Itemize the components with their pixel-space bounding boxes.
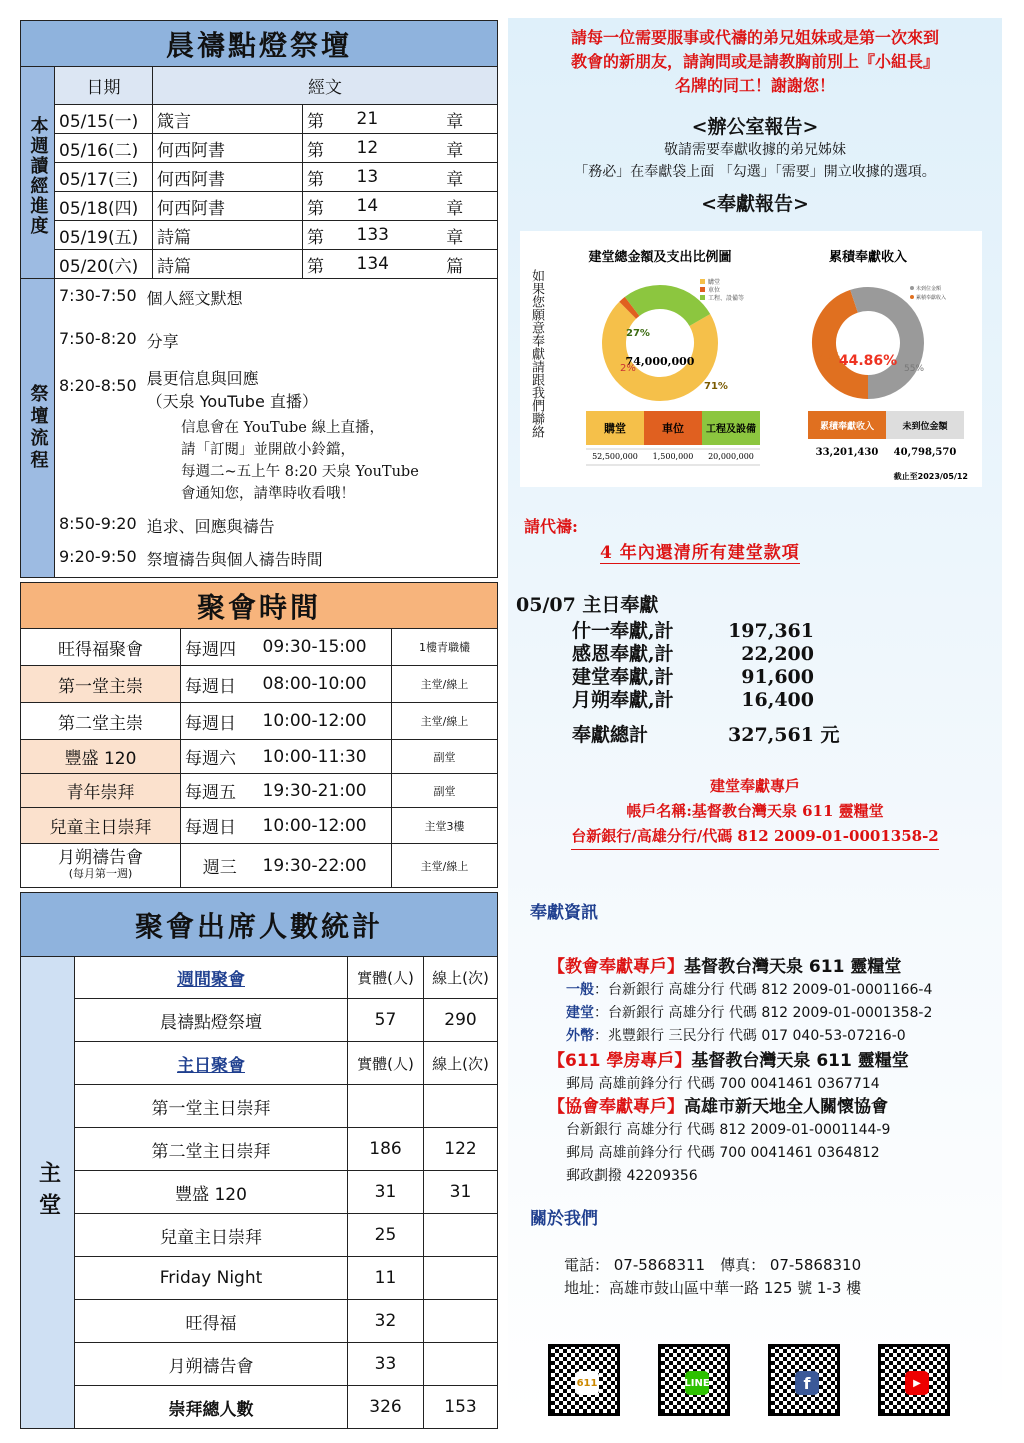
chart2-value: 33,201,430 xyxy=(815,447,879,458)
account-heading xyxy=(548,956,932,979)
chart1-pct-3: 27% xyxy=(626,328,650,339)
attendance-physical: 31 xyxy=(348,1171,424,1214)
reading-unit: 章 xyxy=(413,221,498,250)
meeting-day: 每週日 xyxy=(181,703,259,740)
flow-time: 9:20-9:50 xyxy=(59,547,137,566)
total-online: 153 xyxy=(424,1386,498,1429)
flow-item xyxy=(55,542,497,575)
legend-item: 車位 xyxy=(708,287,721,294)
flow-text: 追求、回應與禱告 xyxy=(146,517,275,536)
offering-amount: 22,200 xyxy=(741,643,814,665)
attendance-row xyxy=(21,999,498,1042)
qr-badge: ▶ xyxy=(905,1371,929,1395)
qr-youtube-icon[interactable] xyxy=(878,1344,950,1416)
reading-pre: 第 xyxy=(303,221,353,250)
welcome-line: 名牌的同工！謝謝您！ xyxy=(674,76,835,95)
meeting-row xyxy=(21,844,498,888)
reading-pre: 第 xyxy=(303,250,353,279)
meeting-time: 09:30-15:00 xyxy=(259,629,392,666)
offering-row xyxy=(572,643,840,666)
chart1-pct-2: 2% xyxy=(620,363,636,374)
weekday-header: 週間聚會 xyxy=(75,957,348,999)
meeting-time: 10:00-12:00 xyxy=(259,703,392,740)
reading-unit: 章 xyxy=(413,163,498,192)
building-account-bank: 台新銀行/高雄分行/代碼 812 2009-01-0001358-2 xyxy=(571,824,939,850)
reading-book: 詩篇 xyxy=(153,221,303,250)
flow-time: 7:50-8:20 xyxy=(59,329,137,348)
flow-time: 8:20-8:50 xyxy=(59,376,137,395)
attendance-online: 31 xyxy=(424,1171,498,1214)
account-name: 基督教台灣天泉 611 靈糧堂 xyxy=(684,957,902,977)
attendance-row xyxy=(21,1257,498,1300)
attendance-row xyxy=(21,1171,498,1214)
attendance-online xyxy=(424,1257,498,1300)
reading-pre: 第 xyxy=(303,134,353,163)
attendance-physical: 32 xyxy=(348,1300,424,1343)
reading-num: 133 xyxy=(353,221,413,250)
pray-label: 請代禱: xyxy=(524,517,578,536)
meeting-place: 主堂/線上 xyxy=(392,844,498,888)
meeting-time: 08:00-10:00 xyxy=(259,666,392,703)
meeting-day: 每週日 xyxy=(181,808,259,844)
attendance-online xyxy=(424,1214,498,1257)
meeting-name: 豐盛 120 xyxy=(21,740,181,774)
meeting-name: 第一堂主崇 xyxy=(21,666,181,703)
qr-codes xyxy=(548,1344,950,1416)
meeting-place: 主堂3樓 xyxy=(392,808,498,844)
attendance-online xyxy=(424,1300,498,1343)
offering-total-label: 奉獻總計 xyxy=(572,724,649,746)
chart1-label: 工程及設備 xyxy=(706,424,756,435)
flow-side-label: 祭壇流程 xyxy=(21,279,55,578)
sunday-header: 主日聚會 xyxy=(75,1042,348,1085)
chart1-pct-1: 71% xyxy=(704,381,728,392)
offering-total xyxy=(572,724,840,747)
attendance-table xyxy=(20,892,498,1429)
meetings-table xyxy=(20,582,498,888)
reading-row xyxy=(21,105,498,134)
attendance-physical: 11 xyxy=(348,1257,424,1300)
offering-name: 感恩奉獻,計 xyxy=(572,643,674,665)
offering-name: 建堂奉獻,計 xyxy=(572,666,674,688)
total-label: 崇拜總人數 xyxy=(75,1386,348,1429)
flow-text: 分享 xyxy=(146,332,179,351)
reading-row xyxy=(21,163,498,192)
account-line: 郵局 高雄前鋒分行 代碼 700 0041461 0364812 xyxy=(566,1145,880,1161)
flow-time: 7:30-7:50 xyxy=(59,286,137,305)
reading-num: 12 xyxy=(353,134,413,163)
reading-unit: 章 xyxy=(413,105,498,134)
legend-item: 累積奉獻收入 xyxy=(916,295,947,301)
reading-date: 05/20(六) xyxy=(55,250,153,279)
office-report xyxy=(508,139,1002,183)
meeting-name-cell xyxy=(21,844,181,888)
reading-num: 14 xyxy=(353,192,413,221)
meeting-row xyxy=(21,703,498,740)
building-account-title: 建堂奉獻專戶 xyxy=(709,777,800,795)
note-line: 信息會在 YouTube 線上直播， xyxy=(181,420,384,436)
account-line-label: 一般 xyxy=(566,982,594,998)
chart1-value: 1,500,000 xyxy=(652,452,694,461)
offering-amount: 16,400 xyxy=(741,689,814,711)
reading-date: 05/15(一) xyxy=(55,105,153,134)
offering-report-title: <奉獻報告> xyxy=(701,193,809,215)
meeting-row xyxy=(21,808,498,844)
account-heading xyxy=(548,1096,932,1119)
reading-pre: 第 xyxy=(303,163,353,192)
legend-item: 工程、設備等 xyxy=(708,295,745,302)
offering-row xyxy=(572,689,840,712)
meeting-place: 副堂 xyxy=(392,774,498,808)
attendance-online: 290 xyxy=(424,999,498,1042)
welcome-notice xyxy=(508,18,1002,98)
account-line xyxy=(548,1025,932,1048)
attendance-online xyxy=(424,1343,498,1386)
attendance-name: Friday Night xyxy=(75,1257,348,1300)
chart1-value: 52,500,000 xyxy=(592,452,638,461)
meeting-day: 每週六 xyxy=(181,740,259,774)
meeting-day: 週三 xyxy=(181,844,259,888)
note-line: 請「訂閱」並開啟小鈴鐺， xyxy=(181,442,355,458)
dawn-altar-table xyxy=(20,20,498,578)
reading-book: 詩篇 xyxy=(153,250,303,279)
account-line: 郵政劃撥 42209356 xyxy=(566,1168,698,1184)
office-line: 「務必」在奉獻袋上面 「勾選」「需要」開立收據的選項。 xyxy=(574,164,936,180)
phone-fax: 電話： 07-5868311 傳真： 07-5868310 xyxy=(564,1256,862,1274)
attendance-row xyxy=(21,1300,498,1343)
left-column xyxy=(20,20,498,1429)
meeting-row xyxy=(21,666,498,703)
attendance-row xyxy=(21,1128,498,1171)
attendance-row xyxy=(21,1343,498,1386)
attendance-name: 第一堂主日崇拜 xyxy=(75,1085,348,1128)
offering-info xyxy=(548,956,932,1188)
attendance-title: 聚會出席人數統計 xyxy=(21,893,498,957)
attendance-online: 122 xyxy=(424,1128,498,1171)
contact-info xyxy=(564,1254,861,1300)
account-name: 基督教台灣天泉 611 靈糧堂 xyxy=(691,1051,909,1071)
meeting-time: 10:00-12:00 xyxy=(259,808,392,844)
reading-num: 21 xyxy=(353,105,413,134)
offering-amount: 91,600 xyxy=(741,666,814,688)
attendance-name: 豐盛 120 xyxy=(75,1171,348,1214)
donut2-slice xyxy=(824,301,868,387)
meeting-row xyxy=(21,774,498,808)
flow-item xyxy=(55,324,497,357)
offering-amount: 197,361 xyxy=(728,620,814,642)
chart1-legend xyxy=(700,278,744,302)
meeting-row xyxy=(21,740,498,774)
reading-book: 何西阿書 xyxy=(153,192,303,221)
qr-website-icon[interactable] xyxy=(548,1344,620,1416)
account-tag: 【協會奉獻專戶】 xyxy=(548,1097,684,1117)
total-physical: 326 xyxy=(348,1386,424,1429)
reading-date: 05/16(二) xyxy=(55,134,153,163)
attendance-physical: 25 xyxy=(348,1214,424,1257)
legend-item: 購堂 xyxy=(708,279,721,286)
attendance-online xyxy=(424,1085,498,1128)
meeting-place: 1樓青職欉 xyxy=(392,629,498,666)
contact-vertical: 如果您願意奉獻請跟我們聯絡 xyxy=(529,269,544,438)
meeting-name: 兒童主日崇拜 xyxy=(21,808,181,844)
attendance-name: 晨禱點燈祭壇 xyxy=(75,999,348,1042)
flow-item xyxy=(55,361,497,417)
donut1-slice xyxy=(628,306,632,310)
chart2-pct-1: 45% xyxy=(820,352,841,362)
account-heading xyxy=(548,1050,932,1073)
meeting-sub: (每月第一週) xyxy=(68,866,133,880)
right-column xyxy=(508,18,1002,1422)
attendance-name: 旺得福 xyxy=(75,1300,348,1343)
account-line-label: 外幣 xyxy=(566,1028,594,1044)
charts-panel xyxy=(520,231,982,487)
reading-book: 箴言 xyxy=(153,105,303,134)
legend-item: 未到位金額 xyxy=(916,286,942,292)
chart1-title: 建堂總金額及支出比例圖 xyxy=(588,250,732,265)
attendance-name: 月朔禱告會 xyxy=(75,1343,348,1386)
qr-badge: f xyxy=(795,1371,819,1395)
qr-facebook-icon[interactable] xyxy=(768,1344,840,1416)
attendance-physical: 186 xyxy=(348,1128,424,1171)
chart2-donut xyxy=(824,299,912,387)
account-line xyxy=(548,1002,932,1025)
attendance-physical xyxy=(348,1085,424,1128)
meeting-name: 第二堂主崇 xyxy=(21,703,181,740)
attendance-name: 兒童主日崇拜 xyxy=(75,1214,348,1257)
meeting-row xyxy=(21,629,498,666)
account-name: 高雄市新天地全人關懷協會 xyxy=(684,1097,888,1117)
office-title: <辦公室報告> xyxy=(691,116,819,138)
donut1-slice xyxy=(632,297,700,320)
reading-num: 13 xyxy=(353,163,413,192)
welcome-line: 請每一位需要服事或代禱的弟兄姐妹或是第一次來到 xyxy=(570,28,939,47)
office-line: 敬請需要奉獻收據的弟兄姊妹 xyxy=(664,142,846,158)
account-line-label: 建堂 xyxy=(566,1005,594,1021)
welcome-line: 教會的新朋友，請詢問或是請教胸前別上『小組長』 xyxy=(570,52,939,71)
flow-text: 祭壇禱告與個人禱告時間 xyxy=(146,550,323,569)
chart1-label: 車位 xyxy=(662,422,684,435)
meeting-time: 19:30-22:00 xyxy=(259,844,392,888)
reading-unit: 章 xyxy=(413,134,498,163)
meeting-place: 主堂/線上 xyxy=(392,703,498,740)
reading-pre: 第 xyxy=(303,192,353,221)
chart2-legend xyxy=(910,285,946,301)
meeting-place: 主堂/線上 xyxy=(392,666,498,703)
flow-item xyxy=(55,281,497,314)
col-scripture: 經文 xyxy=(153,67,498,105)
account-tag: 【教會奉獻專戶】 xyxy=(548,957,684,977)
attendance-row xyxy=(21,1085,498,1128)
reading-row xyxy=(21,134,498,163)
qr-badge: 611 xyxy=(575,1371,599,1395)
chart2-center: 44.86% xyxy=(838,353,898,369)
col-physical: 實體(人) xyxy=(348,957,424,999)
reading-row xyxy=(21,192,498,221)
offering-row xyxy=(572,620,840,643)
meeting-time: 10:00-11:30 xyxy=(259,740,392,774)
meetings-title: 聚會時間 xyxy=(21,583,498,629)
building-account xyxy=(508,774,1002,850)
account-line xyxy=(548,979,932,1002)
chart2-label: 未到位金額 xyxy=(902,422,948,432)
offering-list xyxy=(572,620,840,747)
flow-text: 個人經文默想 xyxy=(146,289,243,308)
col-date: 日期 xyxy=(55,67,153,105)
pray-item: 4 年內還清所有建堂款項 xyxy=(600,538,800,564)
meeting-day: 每週四 xyxy=(181,629,259,666)
sunday-offering-title: 05/07 主日奉獻 xyxy=(516,594,659,616)
meeting-day: 每週五 xyxy=(181,774,259,808)
reading-book: 何西阿書 xyxy=(153,163,303,192)
meeting-name: 旺得福聚會 xyxy=(21,629,181,666)
meeting-time: 19:30-21:00 xyxy=(259,774,392,808)
attendance-physical: 33 xyxy=(348,1343,424,1386)
meeting-place: 副堂 xyxy=(392,740,498,774)
chart1-label: 購堂 xyxy=(604,422,626,435)
chart2-title: 累積奉獻收入 xyxy=(828,250,908,265)
col-online: 線上(次) xyxy=(424,1042,498,1085)
note-line: 會通知您，請準時收看哦！ xyxy=(181,486,355,502)
info-title: 奉獻資訊 xyxy=(530,903,598,923)
flow-text-sub: （天泉 YouTube 直播） xyxy=(146,392,318,411)
meeting-name: 青年崇拜 xyxy=(21,774,181,808)
offering-name: 月朔奉獻,計 xyxy=(572,689,674,711)
account-tag: 【611 學房專戶】 xyxy=(548,1051,692,1071)
qr-line-icon[interactable] xyxy=(658,1344,730,1416)
about-title: 關於我們 xyxy=(530,1209,598,1229)
col-online: 線上(次) xyxy=(424,957,498,999)
note-line: 每週二~五上午 8:20 天泉 YouTube xyxy=(181,464,419,480)
attendance-row xyxy=(21,1214,498,1257)
reading-row xyxy=(21,221,498,250)
account-line: 台新銀行 高雄分行 代碼 812 2009-01-0001144-9 xyxy=(566,1122,891,1138)
offering-row xyxy=(572,666,840,689)
chart2-value: 40,798,570 xyxy=(893,447,957,458)
reading-side-label: 本週讀經進度 xyxy=(21,67,55,279)
reading-book: 何西阿書 xyxy=(153,134,303,163)
reading-date: 05/19(五) xyxy=(55,221,153,250)
as-of-date: 截止至2023/05/12 xyxy=(893,472,968,481)
reading-unit: 章 xyxy=(413,192,498,221)
account-line-text: ：台新銀行 高雄分行 代碼 812 2009-01-0001358-2 xyxy=(594,1005,933,1021)
reading-num: 134 xyxy=(353,250,413,279)
flow-text: 晨更信息與回應 xyxy=(146,369,259,388)
chart1-value: 20,000,000 xyxy=(708,452,754,461)
meeting-name: 月朔禱告會 xyxy=(58,847,143,868)
address: 地址：高雄市鼓山區中華一路 125 號 1-3 樓 xyxy=(564,1279,862,1297)
dawn-altar-title: 晨禱點燈祭壇 xyxy=(21,21,498,67)
reading-date: 05/18(四) xyxy=(55,192,153,221)
reading-unit: 篇 xyxy=(413,250,498,279)
building-account-name: 帳戶名稱:基督教台灣天泉 611 靈糧堂 xyxy=(626,802,884,820)
col-physical: 實體(人) xyxy=(348,1042,424,1085)
chart2-label: 累積奉獻收入 xyxy=(819,422,875,432)
reading-row xyxy=(21,250,498,279)
chart2-pct-2: 55% xyxy=(904,364,925,374)
flow-time: 8:50-9:20 xyxy=(59,514,137,533)
attendance-total-row xyxy=(21,1386,498,1429)
offering-charts xyxy=(520,231,982,487)
offering-total-amount: 327,561 元 xyxy=(728,724,840,746)
offering-name: 什一奉獻,計 xyxy=(572,620,674,642)
account-line-text: ：台新銀行 高雄分行 代碼 812 2009-01-0001166-4 xyxy=(594,982,933,998)
qr-badge: LINE xyxy=(685,1371,709,1395)
attendance-physical: 57 xyxy=(348,999,424,1042)
flow-cell xyxy=(55,279,498,578)
reading-date: 05/17(三) xyxy=(55,163,153,192)
attendance-side-label: 主堂 xyxy=(21,957,75,1429)
meeting-day: 每週日 xyxy=(181,666,259,703)
reading-pre: 第 xyxy=(303,105,353,134)
account-line-text: ：兆豐銀行 三民分行 代碼 017 040-53-07216-0 xyxy=(594,1028,906,1044)
chart1-donut xyxy=(614,297,706,389)
youtube-note xyxy=(55,417,497,505)
flow-item xyxy=(55,509,497,542)
chart1-center: 74,000,000 xyxy=(625,355,695,368)
attendance-name: 第二堂主日崇拜 xyxy=(75,1128,348,1171)
account-line: 郵局 高雄前鋒分行 代碼 700 0041461 0367714 xyxy=(566,1076,880,1092)
